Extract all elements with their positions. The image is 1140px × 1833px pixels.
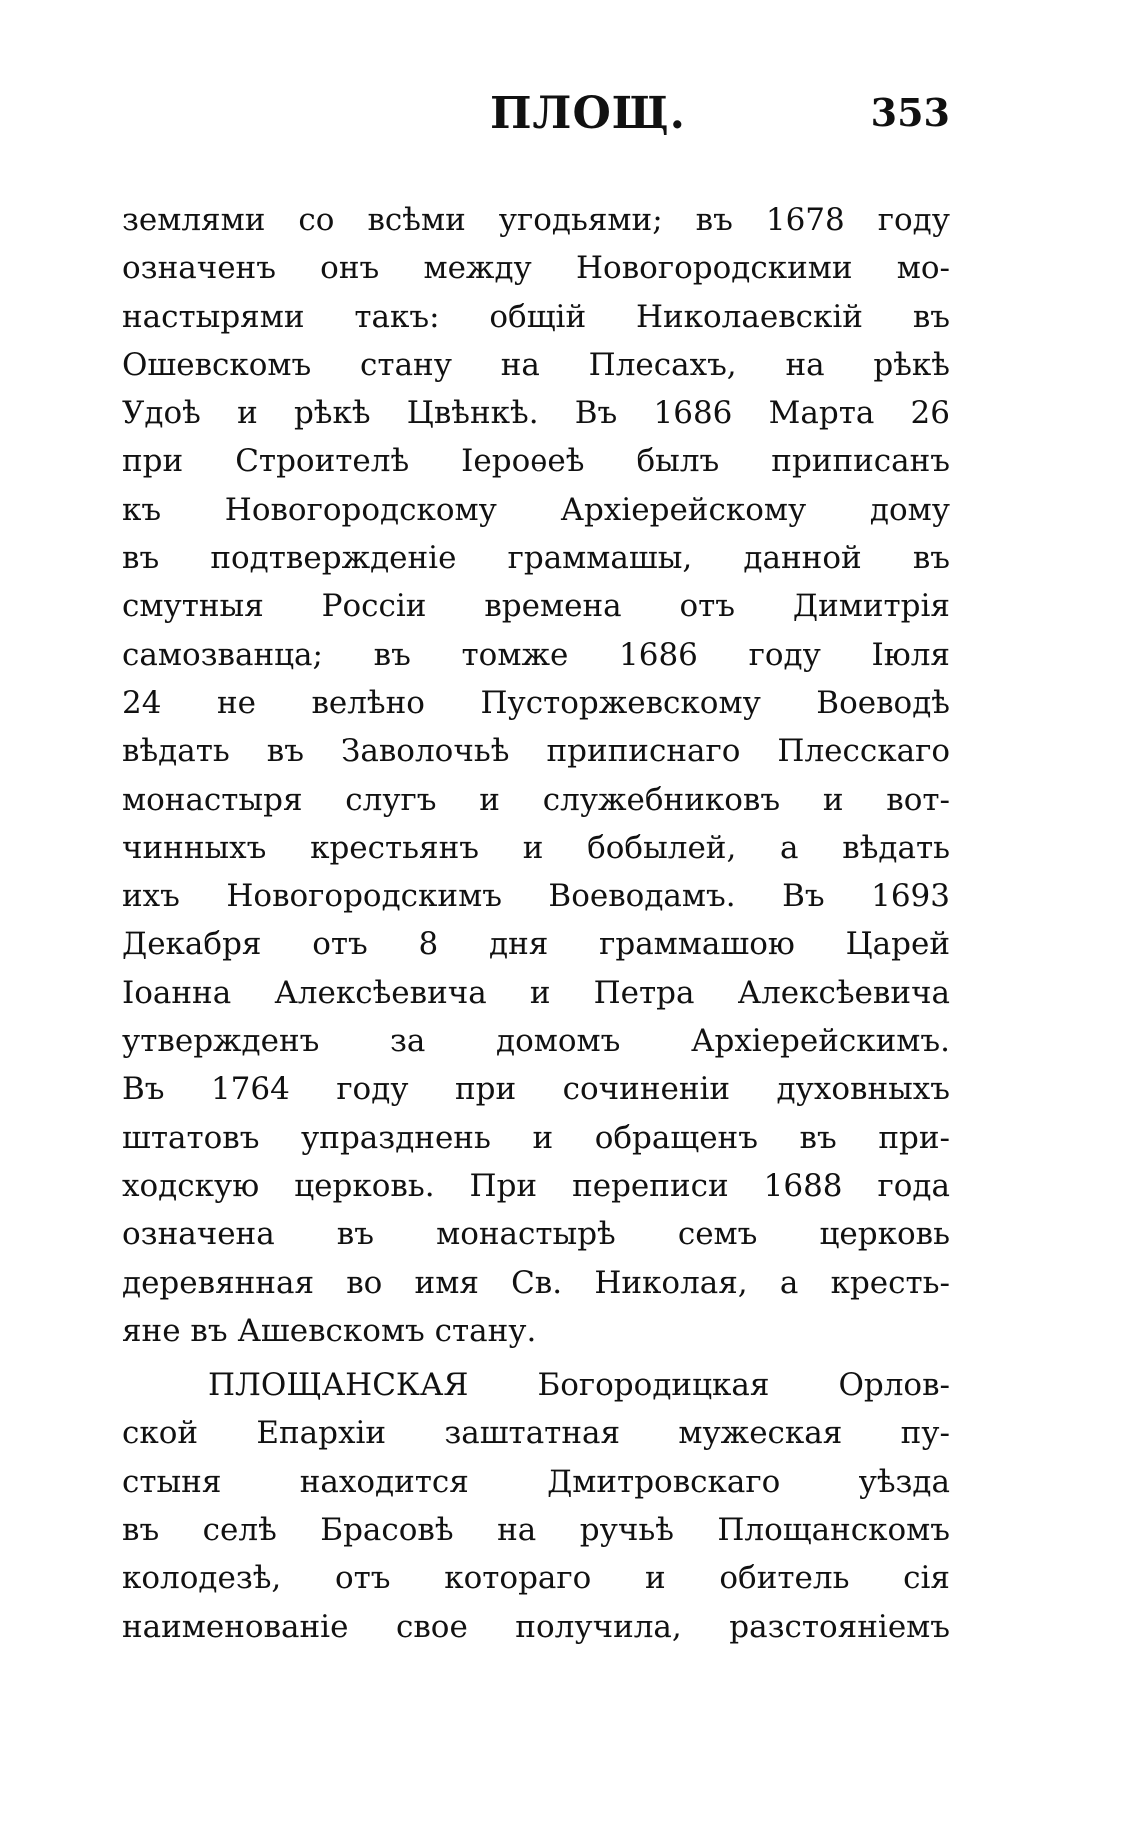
text-line: деревянная во имя Св. Николая, а кресть- — [122, 1264, 950, 1301]
text-line: стыня находится Дмитровскаго уѣзда — [122, 1463, 950, 1500]
text-line: колодезѣ, отъ котораго и обитель сія — [122, 1560, 950, 1597]
text-line: Ошевскомъ стану на Плесахъ, на рѣкѣ — [122, 346, 950, 383]
text-line: наименованіе свое получила, разстояніемъ — [122, 1608, 950, 1645]
text-line: къ Новогородскому Архіерейскому дому — [122, 491, 950, 528]
text-line: землями со всѣми угодьями; въ 1678 году — [122, 202, 950, 238]
text-line: штатовъ упразднень и обращенъ въ при- — [122, 1119, 950, 1156]
text-line: вѣдать въ Заволочьѣ приписнаго Плесскаго — [122, 733, 950, 770]
text-line: смутныя Россіи времена отъ Димитрія — [122, 588, 950, 625]
text-line: утвержденъ за домомъ Архіерейскимъ. — [122, 1023, 950, 1060]
text-line: въ подтвержденіе граммашы, данной въ — [122, 540, 950, 577]
text-line: въ селѣ Брасовѣ на ручьѣ Площанскомъ — [122, 1512, 950, 1549]
text-line: яне въ Ашевскомъ стану. — [122, 1312, 537, 1349]
text-line: ихъ Новогородскимъ Воеводамъ. Въ 1693 — [122, 878, 950, 915]
text-line: означенъ онъ между Новогородскими мо- — [122, 250, 950, 287]
text-line: при Строителѣ Іероѳеѣ былъ приписанъ — [122, 443, 950, 480]
page-number: 353 — [870, 90, 950, 135]
text-line: 24 не велѣно Пусторжевскому Воеводѣ — [122, 684, 950, 721]
text-line: монастыря слугъ и служебниковъ и вот- — [122, 781, 950, 818]
paragraph-1 — [122, 196, 950, 1355]
text-line: означена въ монастырѣ семъ церковь — [122, 1216, 950, 1253]
paragraph-2 — [122, 1361, 950, 1651]
text-line: Декабря отъ 8 дня граммашою Царей — [122, 926, 950, 963]
text-line: Удоѣ и рѣкѣ Цвѣнкѣ. Въ 1686 Марта 26 — [122, 395, 950, 432]
text-line: ской Епархіи заштатная мужеская пу- — [122, 1415, 950, 1452]
body-text — [122, 196, 950, 1651]
text-line: Іоанна Алексѣевича и Петра Алексѣевича — [122, 974, 950, 1011]
text-line: самозванца; въ томже 1686 году Іюля — [122, 636, 950, 673]
running-title: ПЛОЩ. — [490, 88, 686, 139]
text-line: настырями такъ: общій Николаевскій въ — [122, 298, 950, 335]
text-line: Въ 1764 году при сочиненіи духовныхъ — [122, 1071, 950, 1108]
running-head — [120, 88, 950, 158]
text-line: чинныхъ крестьянъ и бобылей, а вѣдать — [122, 829, 950, 866]
text-line: ходскую церковь. При переписи 1688 года — [122, 1167, 950, 1204]
text-line: ПЛОЩАНСКАЯ Богородицкая Орлов- — [208, 1367, 950, 1404]
